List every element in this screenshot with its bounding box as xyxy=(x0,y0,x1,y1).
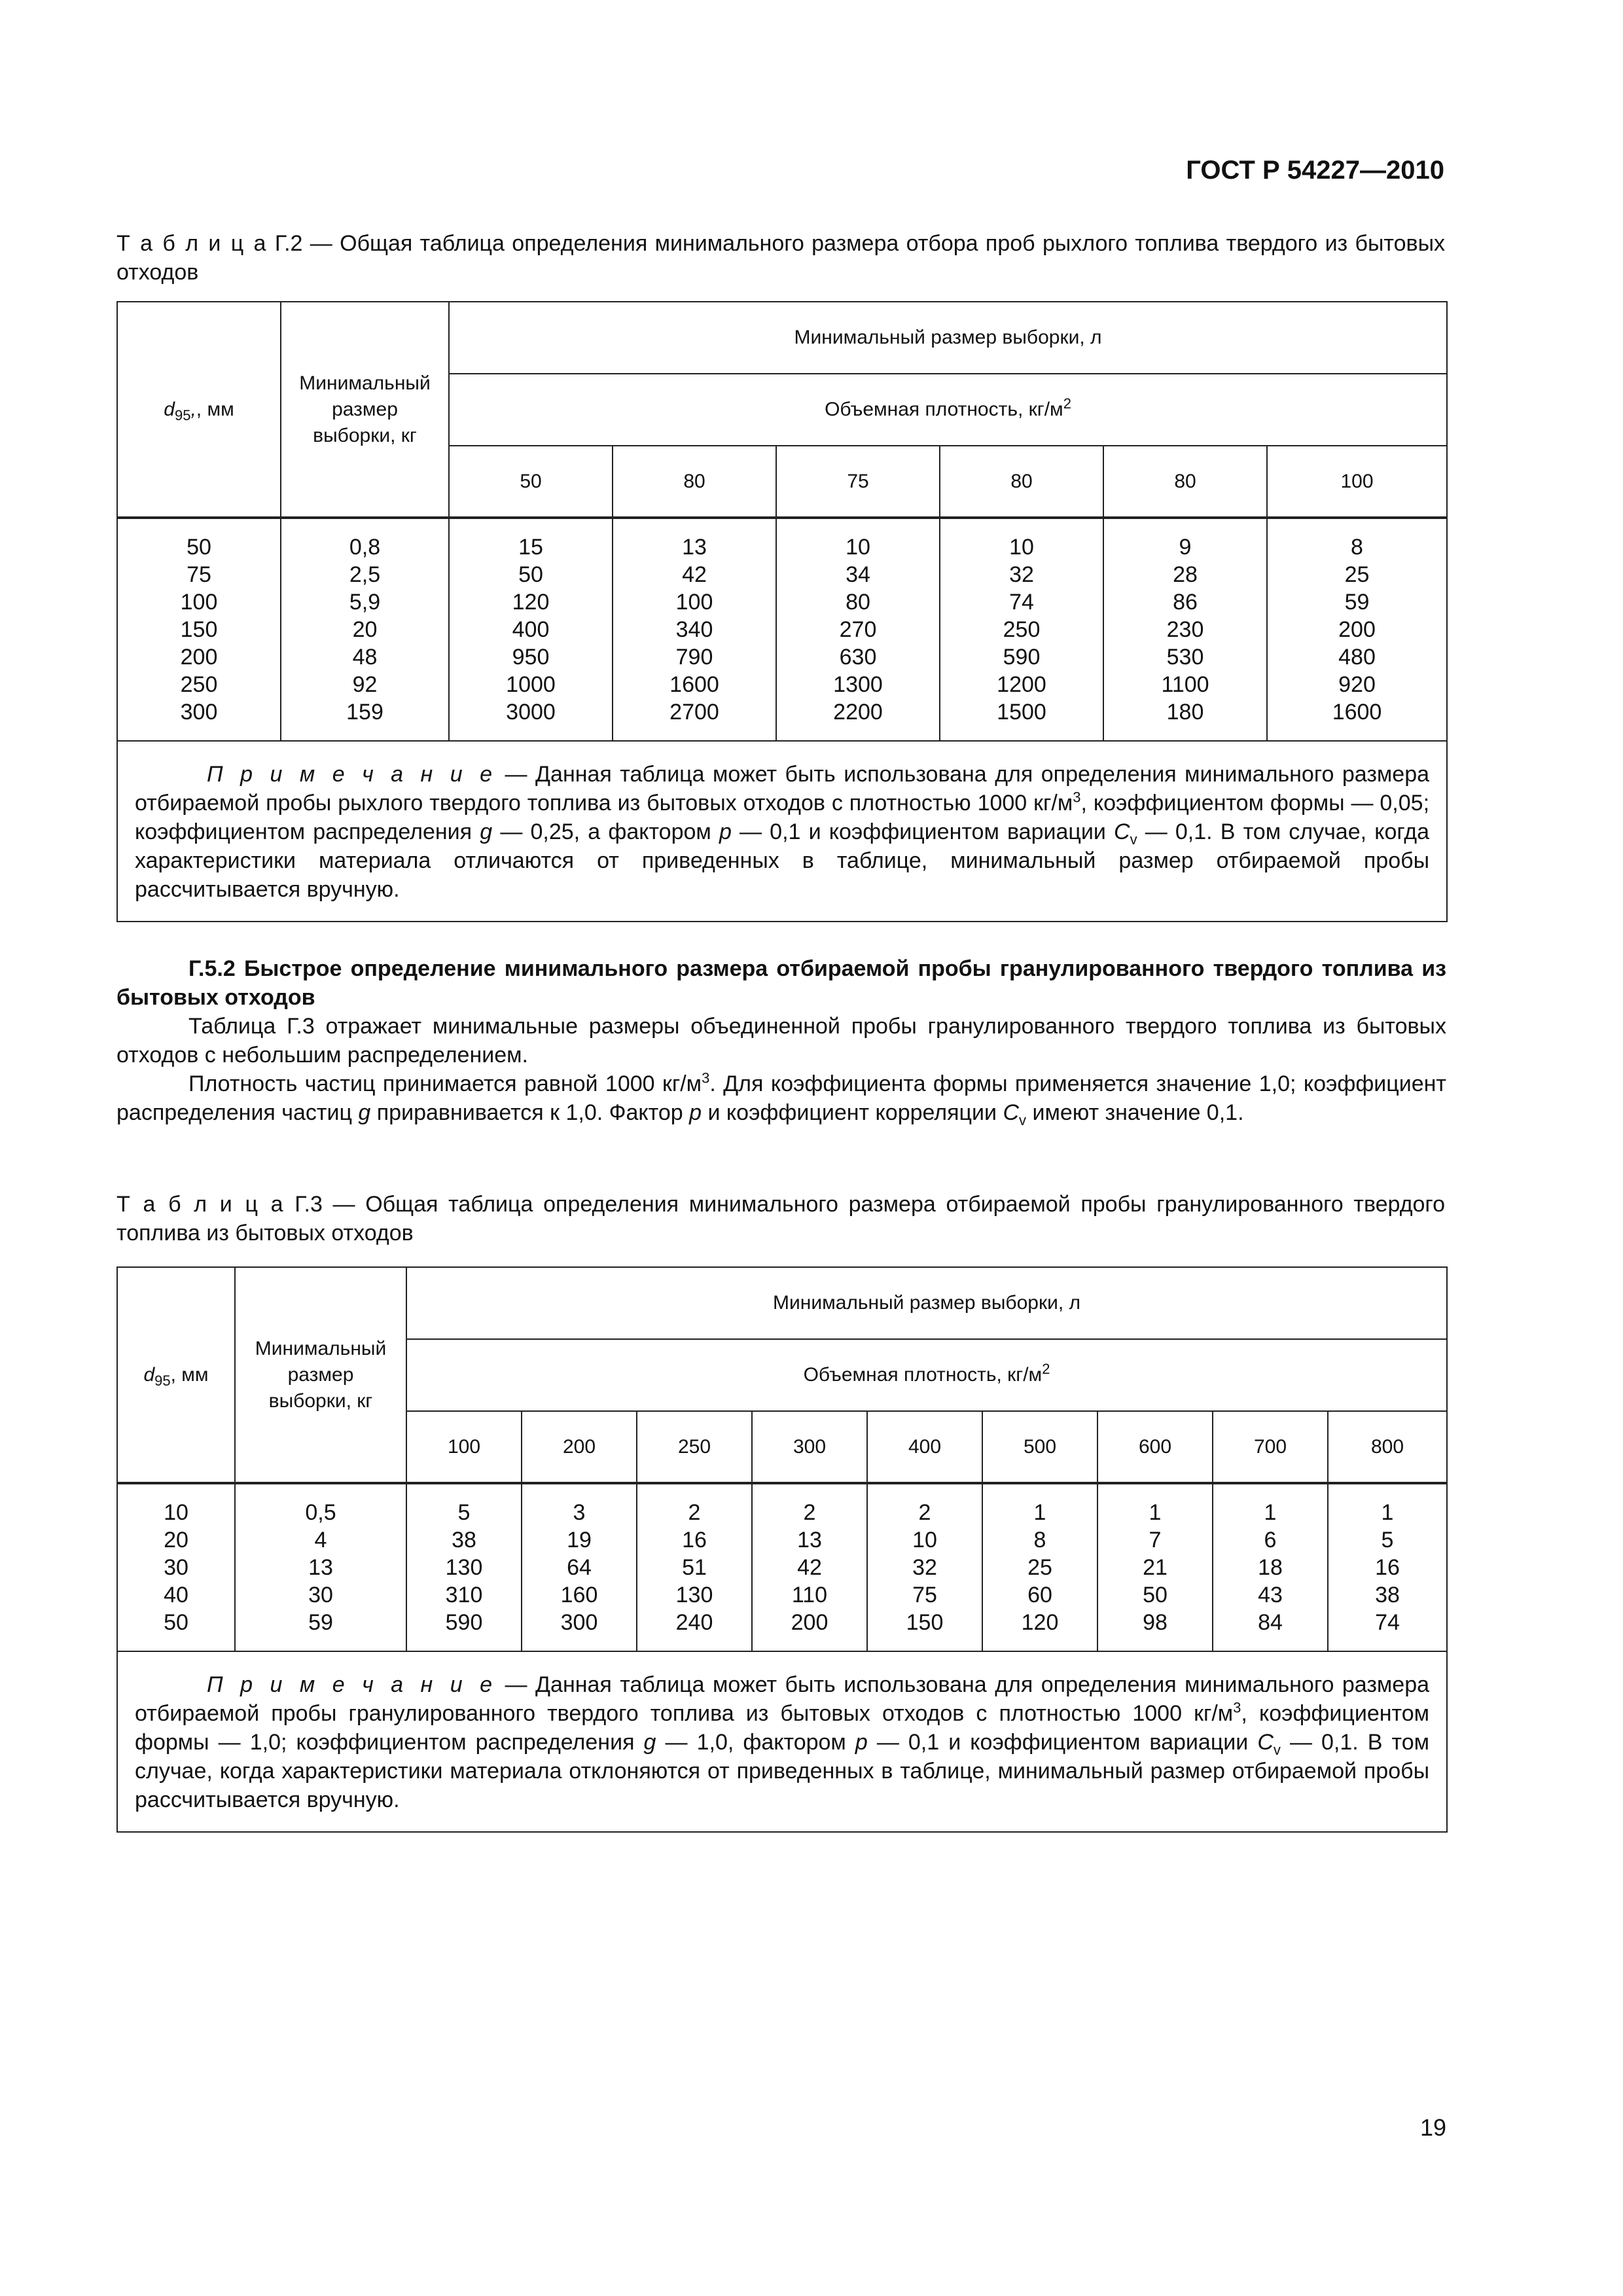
bulk-density-header: Объемная плотность, $кг/м^2$ xyxy=(406,1339,1447,1411)
table-cell-value: 75 xyxy=(187,562,211,587)
table-cell-value: 50 xyxy=(518,562,543,587)
density-value-cell: 200 xyxy=(522,1411,637,1483)
table-cell-value: 1000 xyxy=(506,672,556,697)
table-cell-value: 15 xyxy=(518,535,543,560)
density-value-cell: 75 xyxy=(776,446,940,518)
data-column xyxy=(1267,518,1447,741)
table-cell-value: 630 xyxy=(839,645,877,670)
note-text: — Данная таблица может быть использована для определения минимального размера отбираемой пробы рыхлого твердого топлива из бытовых отходов с плотностью 1000 $кг/м^3$, коэффициентом формы — 0,05; коэффициентом распределения g — 0,25, а фактором p — 0,1 и коэффициентом вариации $C_v$ — 0,1. В том случае, когда характеристики материала отличаются от приведенных в таблице, минимальный размер отбираемой пробы рассчитывается вручную. xyxy=(135,762,1430,902)
table-cell-value: 16 xyxy=(682,1528,707,1552)
table-cell-value: 1200 xyxy=(997,672,1046,697)
table-cell-value: 9 xyxy=(1179,535,1192,560)
table-cell-value: 50 xyxy=(187,535,211,560)
table-g3-caption xyxy=(116,1190,1445,1247)
bulk-density-header: Объемная плотность, $кг/м^2$ xyxy=(449,374,1447,446)
table-cell-value: 2700 xyxy=(669,700,719,725)
table-cell-value: 5,9 xyxy=(349,590,381,615)
table-cell-value: 159 xyxy=(346,700,383,725)
table-cell-value: 400 xyxy=(512,617,550,642)
table-cell-value: 1 xyxy=(1381,1500,1394,1525)
table-cell-value: 60 xyxy=(1027,1583,1052,1607)
min-volume-group-header: Минимальный размер выборки, л xyxy=(406,1267,1447,1339)
table-cell-value: 8 xyxy=(1351,535,1363,560)
table-cell-value: 2200 xyxy=(833,700,883,725)
table-cell-value: 30 xyxy=(164,1555,188,1580)
table-cell-value: 21 xyxy=(1143,1555,1168,1580)
table-cell-value: 150 xyxy=(180,617,218,642)
table-cell-value: 180 xyxy=(1166,700,1204,725)
table-caption-prefix: Т а б л и ц а xyxy=(116,231,268,256)
table-cell-value: 48 xyxy=(352,645,378,670)
page-number: 19 xyxy=(1419,2114,1446,2141)
table-cell-value: 59 xyxy=(1344,590,1370,615)
density-value-cell: 800 xyxy=(1328,1411,1447,1483)
table-cell-value: 1100 xyxy=(1161,672,1209,697)
table-cell-value: 40 xyxy=(164,1583,188,1607)
table-cell-value: 110 xyxy=(791,1583,828,1607)
min-mass-column-header: Минимальный размер выборки, кг xyxy=(235,1267,406,1483)
data-column xyxy=(1213,1483,1328,1651)
min-volume-group-header: Минимальный размер выборки, л xyxy=(449,302,1447,374)
table-body-row xyxy=(117,518,1447,741)
data-column xyxy=(637,1483,752,1651)
table-cell-value: 270 xyxy=(839,617,877,642)
table-cell-value: 10 xyxy=(1009,535,1034,560)
table-cell-value: 8 xyxy=(1033,1528,1046,1552)
table-cell-value: 25 xyxy=(1027,1555,1052,1580)
table-cell-value: 50 xyxy=(1143,1583,1168,1607)
table-cell-value: 1600 xyxy=(669,672,719,697)
table-cell-value: 5 xyxy=(457,1500,471,1525)
data-column xyxy=(867,1483,982,1651)
table-cell-value: 480 xyxy=(1338,645,1376,670)
table-cell-value: 42 xyxy=(797,1555,822,1580)
table-cell-value: 0,8 xyxy=(349,535,381,560)
table-cell-value: 38 xyxy=(452,1528,476,1552)
table-cell-value: 340 xyxy=(675,617,713,642)
density-value-cell: 700 xyxy=(1213,1411,1328,1483)
d95-column-header: $d_{95}$,, мм xyxy=(117,302,281,518)
table-cell-value: 64 xyxy=(567,1555,592,1580)
table-cell-value: 2 xyxy=(918,1500,931,1525)
table-body-row xyxy=(117,1483,1447,1651)
table-cell-value: 310 xyxy=(445,1583,483,1607)
section-paragraph: Плотность частиц принимается равной 1000 $кг/м^3$. Для коэффициента формы применяется значение 1,0; коэффициент распределения частиц g приравнивается к 1,0. Фактор p и коэффициент корреляции $C_v$ имеют значение 0,1. xyxy=(116,1069,1447,1128)
table-cell-value: 250 xyxy=(1003,617,1041,642)
data-column xyxy=(1328,1483,1447,1651)
table-cell-value: 100 xyxy=(675,590,713,615)
d95-column-header: $d_{95}$, мм xyxy=(117,1267,235,1483)
data-column xyxy=(281,518,449,741)
section-paragraph: Таблица Г.3 отражает минимальные размеры объединенной пробы гранулированного твердого топлива из бытовых отходов с небольшим распределением. xyxy=(116,1014,1446,1067)
table-cell-value: 42 xyxy=(682,562,707,587)
table-cell-value: 200 xyxy=(791,1610,829,1635)
table-cell-value: 1 xyxy=(1264,1500,1277,1525)
data-column xyxy=(449,518,613,741)
table-cell-value: 98 xyxy=(1143,1610,1168,1635)
data-column xyxy=(406,1483,522,1651)
table-cell-value: 32 xyxy=(1009,562,1034,587)
table-cell-value: 150 xyxy=(906,1610,944,1635)
density-value-cell: 100 xyxy=(406,1411,522,1483)
table-caption-text: Г.2 — Общая таблица определения минимального размера отбора проб рыхлого топлива твердого из бытовых отходов xyxy=(116,231,1446,285)
density-value-cell: 250 xyxy=(637,1411,752,1483)
section-title: Г.5.2 Быстрое определение минимального размера отбираемой пробы гранулированного твердого топлива из бытовых отходов xyxy=(116,956,1446,1010)
data-column xyxy=(613,518,776,741)
table-cell-value: 13 xyxy=(682,535,707,560)
table-cell-value: 20 xyxy=(352,617,378,642)
table-cell-value: 28 xyxy=(1173,562,1198,587)
table-cell-value: 130 xyxy=(445,1555,483,1580)
table-cell-value: 13 xyxy=(308,1555,333,1580)
density-value-cell: 400 xyxy=(867,1411,982,1483)
note-label: П р и м е ч а н и е xyxy=(207,1672,497,1697)
table-cell-value: 590 xyxy=(1003,645,1041,670)
data-column xyxy=(235,1483,406,1651)
table-cell-value: 19 xyxy=(567,1528,592,1552)
table-cell-value: 16 xyxy=(1375,1555,1400,1580)
data-column xyxy=(982,1483,1097,1651)
table-cell-value: 13 xyxy=(797,1528,822,1552)
table-cell-value: 10 xyxy=(846,535,870,560)
table-cell-value: 1600 xyxy=(1332,700,1382,725)
table-cell-value: 120 xyxy=(1021,1610,1059,1635)
table-cell-value: 200 xyxy=(180,645,218,670)
table-cell-value: 530 xyxy=(1166,645,1204,670)
min-mass-column-header: Минимальный размер выборки, кг xyxy=(281,302,449,518)
table-cell-value: 240 xyxy=(675,1610,713,1635)
table-cell-value: 6 xyxy=(1264,1528,1277,1552)
table-note xyxy=(117,741,1447,922)
table-cell-value: 75 xyxy=(912,1583,937,1607)
table-cell-value: 2,5 xyxy=(349,562,381,587)
table-cell-value: 38 xyxy=(1375,1583,1400,1607)
table-cell-value: 790 xyxy=(675,645,713,670)
table-cell-value: 230 xyxy=(1166,617,1204,642)
density-value-cell: 80 xyxy=(1103,446,1267,518)
table-cell-value: 100 xyxy=(180,590,218,615)
data-column xyxy=(1103,518,1267,741)
table-cell-value: 10 xyxy=(164,1500,188,1525)
table-cell-value: 250 xyxy=(180,672,218,697)
data-column xyxy=(940,518,1103,741)
table-cell-value: 2 xyxy=(688,1500,701,1525)
density-value-cell: 80 xyxy=(613,446,776,518)
note-text: — Данная таблица может быть использована для определения минимального размера отбираемой пробы гранулированного твердого топлива из бытовых отходов с плотностью 1000 $кг/м^3$, коэффициентом формы — 1,0; коэффициентом распределения g — 1,0, фактором p — 0,1 и коэффициентом вариации $C_v$ — 0,1. В том случае, когда характеристики материала отклоняются от приведенных в таблице, минимальный размер отбираемой пробы рассчитывается вручную. xyxy=(135,1672,1430,1812)
table-cell-value: 1 xyxy=(1033,1500,1046,1525)
table-cell-value: 74 xyxy=(1009,590,1034,615)
table-cell-value: 80 xyxy=(846,590,870,615)
table-cell-value: 300 xyxy=(180,700,218,725)
table-note xyxy=(117,1651,1447,1832)
density-value-cell: 300 xyxy=(752,1411,867,1483)
table-cell-value: 300 xyxy=(560,1610,598,1635)
note-label: П р и м е ч а н и е xyxy=(207,762,497,787)
table-cell-value: 43 xyxy=(1258,1583,1283,1607)
table-cell-value: 92 xyxy=(352,672,378,697)
table-cell-value: 200 xyxy=(1338,617,1376,642)
table-g2-caption xyxy=(116,229,1445,287)
table-g2 xyxy=(116,301,1448,922)
density-value-cell: 50 xyxy=(449,446,613,518)
table-cell-value: 120 xyxy=(512,590,550,615)
table-cell-value: 30 xyxy=(308,1583,333,1607)
table-cell-value: 950 xyxy=(512,645,550,670)
table-cell-value: 590 xyxy=(445,1610,483,1635)
table-cell-value: 4 xyxy=(314,1528,327,1552)
table-cell-value: 920 xyxy=(1338,672,1376,697)
table-cell-value: 59 xyxy=(308,1610,333,1635)
table-note-row xyxy=(117,741,1447,922)
table-cell-value: 20 xyxy=(164,1528,188,1552)
table-cell-value: 25 xyxy=(1344,562,1370,587)
section-g52 xyxy=(116,954,1446,1127)
table-cell-value: 160 xyxy=(560,1583,598,1607)
density-value-cell: 100 xyxy=(1267,446,1447,518)
table-cell-value: 1 xyxy=(1149,1500,1162,1525)
table-cell-value: 34 xyxy=(846,562,870,587)
table-cell-value: 1300 xyxy=(833,672,883,697)
table-g3 xyxy=(116,1266,1448,1833)
table-cell-value: 2 xyxy=(803,1500,816,1525)
table-cell-value: 10 xyxy=(912,1528,937,1552)
table-cell-value: 3000 xyxy=(506,700,556,725)
table-cell-value: 50 xyxy=(164,1610,188,1635)
table-note-row xyxy=(117,1651,1447,1832)
data-column xyxy=(776,518,940,741)
data-column xyxy=(522,1483,637,1651)
table-cell-value: 3 xyxy=(573,1500,586,1525)
table-caption-text: Г.3 — Общая таблица определения минимального размера отбираемой пробы гранулированного твердого топлива из бытовых отходов xyxy=(116,1192,1445,1246)
density-value-cell: 500 xyxy=(982,1411,1097,1483)
table-cell-value: 51 xyxy=(682,1555,707,1580)
table-cell-value: 7 xyxy=(1149,1528,1162,1552)
density-value-cell: 600 xyxy=(1097,1411,1213,1483)
table-cell-value: 86 xyxy=(1173,590,1198,615)
data-column xyxy=(117,1483,235,1651)
table-cell-value: 18 xyxy=(1258,1555,1283,1580)
data-column xyxy=(117,518,281,741)
table-cell-value: 0,5 xyxy=(305,1500,336,1525)
table-cell-value: 5 xyxy=(1381,1528,1394,1552)
table-caption-prefix: Т а б л и ц а xyxy=(116,1192,285,1217)
table-cell-value: 130 xyxy=(675,1583,713,1607)
density-value-cell: 80 xyxy=(940,446,1103,518)
document-code-header: ГОСТ Р 54227—2010 xyxy=(1186,156,1444,185)
data-column xyxy=(1097,1483,1213,1651)
table-cell-value: 84 xyxy=(1258,1610,1283,1635)
data-column xyxy=(752,1483,867,1651)
table-cell-value: 32 xyxy=(912,1555,937,1580)
table-cell-value: 74 xyxy=(1375,1610,1400,1635)
table-cell-value: 1500 xyxy=(997,700,1046,725)
